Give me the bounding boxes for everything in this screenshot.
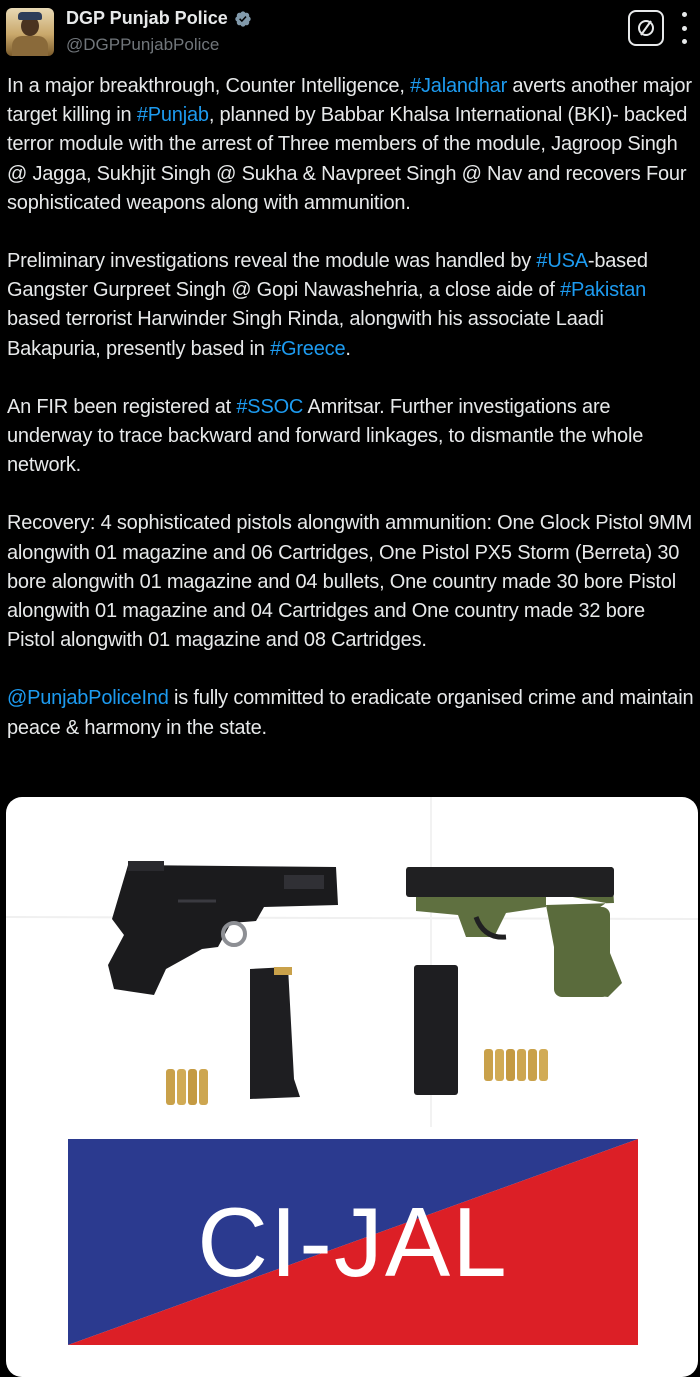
tweet-header: [0, 0, 700, 66]
hashtag-link[interactable]: #USA: [536, 250, 588, 273]
avatar[interactable]: [6, 8, 54, 56]
tweet-text-segment: In a major breakthrough, Counter Intelligence,: [7, 75, 411, 97]
more-options-button[interactable]: [674, 12, 694, 44]
tweet-text-segment: Preliminary investigations reveal the module was handled by: [7, 250, 537, 273]
more-options-icon: [682, 12, 687, 17]
hashtag-link[interactable]: #Greece: [270, 337, 346, 360]
tweet-media-image[interactable]: [6, 797, 698, 1377]
display-name[interactable]: DGP Punjab Police: [66, 8, 228, 28]
hashtag-link[interactable]: #SSOC: [236, 395, 304, 418]
tweet-text-segment: An FIR been registered at: [7, 395, 237, 418]
tweet-paragraph: [7, 393, 697, 481]
tweet-text-segment: .: [345, 337, 351, 360]
more-options-icon: [682, 39, 687, 44]
tweet-text-segment: is fully committed to eradicate organised crime and maintain peace & harmony in the state.: [7, 687, 694, 739]
ci-jal-banner: [68, 1139, 638, 1345]
account-handle[interactable]: @DGPPunjabPolice: [66, 35, 220, 54]
more-options-icon: [682, 26, 687, 31]
tweet-text-segment: Recovery: 4 sophisticated pistols alongwith ammunition: One Glock Pistol 9MM alongwith 01 magazine and 06 Cartridges, One Pistol PX5 Storm (Berreta) 30 bore alongwith 01 magazine and 04 bullets, One country made 30 bore Pistol alongwith 01 magazine and 04 Cartridges and One country made 32 bore Pistol alongwith 01 magazine and 08 Cartridges.: [7, 512, 693, 652]
tweet-text-segment: -based Gangster Gurpreet Singh @ Gopi Nawashehria, a close aide of: [7, 250, 648, 302]
black-pistol: [108, 861, 338, 995]
tweet-text-segment: Amritsar. Further investigations are underway to trace backward and forward linkages, to dismantle the whole network.: [7, 395, 644, 477]
mention-link[interactable]: @PunjabPoliceInd: [7, 687, 169, 710]
verified-badge-icon: [234, 10, 252, 28]
tweet-body: [7, 72, 697, 743]
tweet-text-segment: , planned by Babbar Khalsa International (BKI)- backed terror module with the arrest of Three members of the module, Jagroop Singh @ Jagga, Sukhjit Singh @ Sukha & Navpreet Singh @ Nav and recovers Four sophisticated weapons along with ammunition.: [7, 104, 688, 214]
tweet-text-segment: based terrorist Harwinder Singh Rinda, alongwith his associate Laadi Bakapuria, presently based in: [7, 308, 604, 360]
black-pistol-magazine: [250, 967, 300, 1099]
tweet-paragraph: [7, 247, 697, 364]
tweet-paragraph: [7, 72, 697, 218]
tweet-paragraph: [7, 509, 697, 655]
grok-icon: [636, 18, 656, 38]
hashtag-link[interactable]: #Pakistan: [560, 279, 647, 302]
avatar-body-shape: [12, 36, 48, 56]
name-row: [66, 8, 252, 29]
grok-button[interactable]: [628, 10, 664, 46]
tweet-text-segment: averts another major target killing in: [7, 75, 692, 127]
hashtag-link[interactable]: #Punjab: [136, 104, 209, 127]
ci-jal-banner-text: CI-JAL: [197, 1187, 509, 1297]
cartridges-left: [166, 1069, 208, 1105]
avatar-cap-shape: [18, 12, 42, 20]
hashtag-link[interactable]: #Jalandhar: [410, 75, 508, 97]
green-pistol-magazine: [414, 965, 458, 1095]
tweet-paragraph: [7, 684, 697, 742]
cartridges-right: [484, 1049, 548, 1081]
